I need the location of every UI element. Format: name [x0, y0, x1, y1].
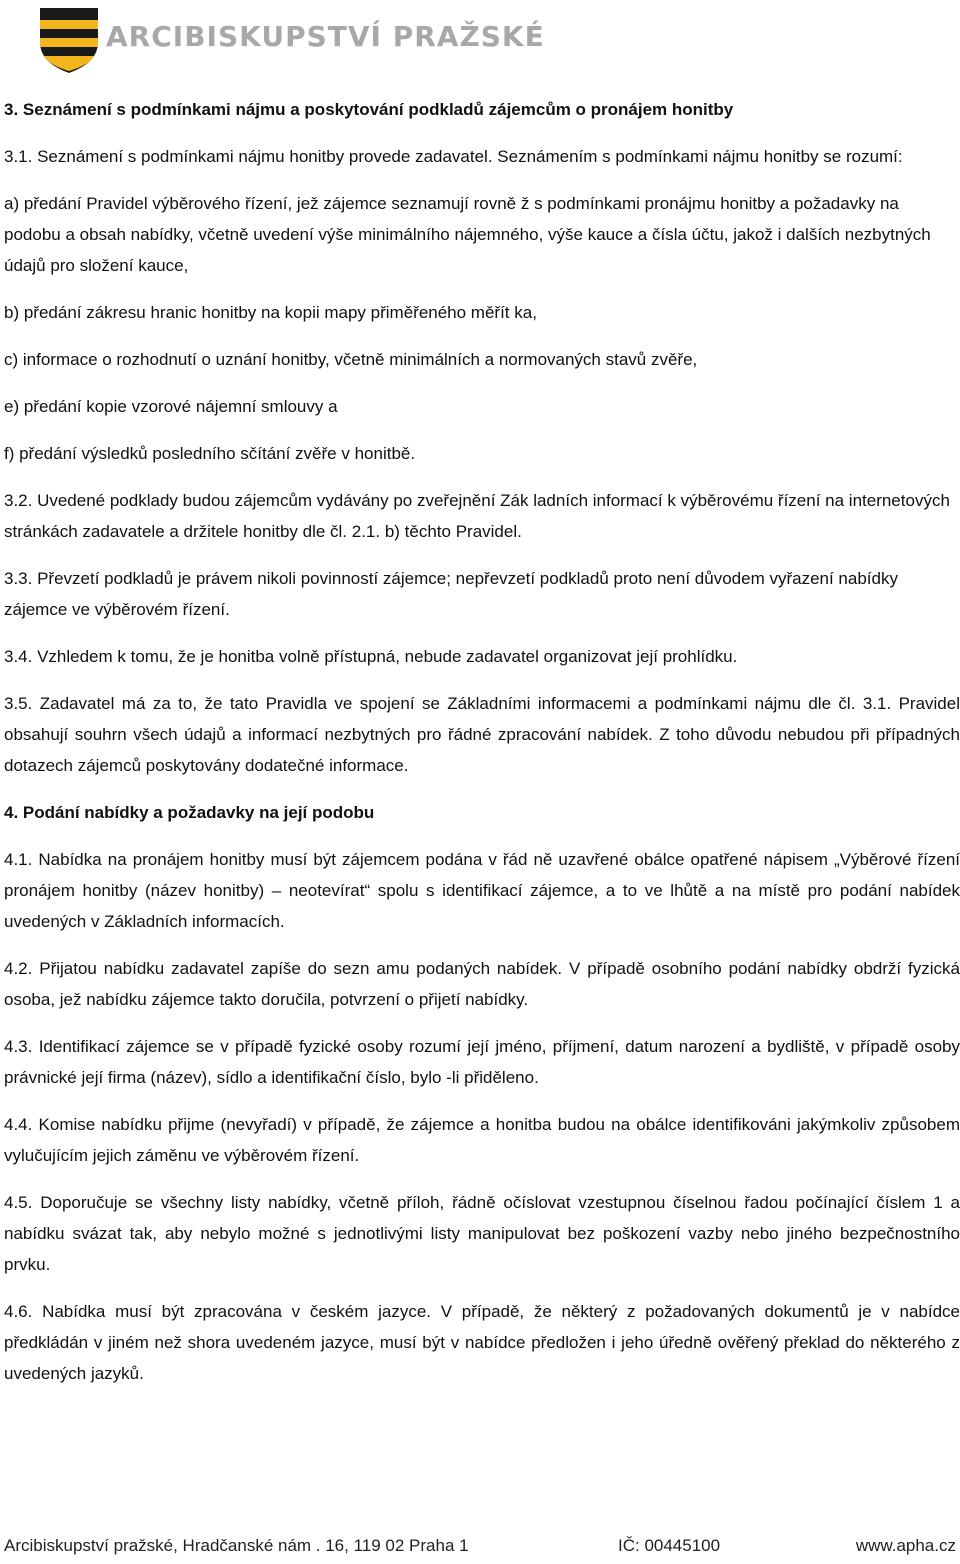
list-item-b: b) předání zákresu hranic honitby na kopii mapy přiměřeného měřít ka, — [4, 303, 537, 322]
paragraph-3-2: 3.2. Uvedené podklady budou zájemcům vydávány po zveřejnění Zák ladních informací k výběrovému řízení na internetových stránkách zadavatele a držitele honitby dle čl. 2.1. b) těchto Pravidel. — [4, 491, 950, 541]
paragraph-3-4: 3.4. Vzhledem k tomu, že je honitba volně přístupná, nebude zadavatel organizovat její prohlídku. — [4, 647, 738, 666]
organization-name: ARCIBISKUPSTVÍ PRAŽSKÉ — [106, 20, 545, 53]
page-footer — [4, 1536, 960, 1564]
paragraph-4-6: 4.6. Nabídka musí být zpracována v českém jazyce. V případě, že některý z požadovaných dokumentů je v nabídce předkládán v jiném než shora uvedeném jazyce, musí být v nabídce předložen i jeho úředně ověřený překlad do některého z uvedených jazyků. — [4, 1302, 960, 1383]
paragraph-3-1: 3.1. Seznámení s podmínkami nájmu honitby provede zadavatel. Seznámením s podmínkami nájmu honitby se rozumí: — [4, 147, 903, 166]
list-item-c: c) informace o rozhodnutí o uznání honitby, včetně minimálních a normovaných stavů zvěře, — [4, 350, 698, 369]
document-body — [4, 94, 960, 1405]
paragraph-3-3: 3.3. Převzetí podkladů je právem nikoli povinností zájemce; nepřevzetí podkladů proto není důvodem vyřazení nabídky zájemce ve výběrovém řízení. — [4, 569, 898, 619]
paragraph-3-5: 3.5. Zadavatel má za to, že tato Pravidla ve spojení se Základními informacemi a podmínkami nájmu dle čl. 3.1. Pravidel obsahují souhrn všech údajů a informací nezbytných pro řádné zpracování nabídek. Z toho důvodu nebudou při případných dotazech zájemců poskytovány dodatečné informace. — [4, 694, 960, 775]
paragraph-4-1: 4.1. Nabídka na pronájem honitby musí být zájemcem podána v řád ně uzavřené obálce opatřené nápisem „Výběrové řízení pronájem honitby (název honitby) – neotevírat“ spolu s identifikací zájemce, a to ve lhůtě a na místě pro podání nabídek uvedených v Základních informacích. — [4, 850, 960, 931]
footer-ico: IČ: 00445100 — [618, 1536, 721, 1555]
list-item-f: f) předání výsledků posledního sčítání zvěře v honitbě. — [4, 444, 416, 463]
archdiocese-crest-icon — [38, 6, 100, 74]
section-4-heading: 4. Podání nabídky a požadavky na její podobu — [4, 803, 375, 822]
list-item-a: a) předání Pravidel výběrového řízení, jež zájemce seznamují rovně ž s podmínkami pronájmu honitby a požadavky na podobu a obsah nabídky, včetně uvedení výše minimálního nájemného, výše kauce a čísla účtu, jakož i dalších nezbytných údajů pro složení kauce, — [4, 194, 931, 275]
paragraph-4-3: 4.3. Identifikací zájemce se v případě fyzické osoby rozumí její jméno, příjmení, datum narození a bydliště, v případě osoby právnické její firma (název), sídlo a identifikační číslo, bylo -li přiděleno. — [4, 1037, 960, 1087]
section-3-heading: 3. Seznámení s podmínkami nájmu a poskytování podkladů zájemcům o pronájem honitby — [4, 100, 734, 119]
footer-website-link[interactable]: www.apha.cz — [855, 1536, 956, 1555]
list-item-e: e) předání kopie vzorové nájemní smlouvy a — [4, 397, 338, 416]
paragraph-4-5: 4.5. Doporučuje se všechny listy nabídky, včetně příloh, řádně očíslovat vzestupnou číselnou řadou počínající číslem 1 a nabídku svázat tak, aby nebylo možné s jednotlivými listy manipulovat bez poškození vazby nebo jiného bezpečnostního prvku. — [4, 1193, 960, 1274]
paragraph-4-2: 4.2. Přijatou nabídku zadavatel zapíše do sezn amu podaných nabídek. V případě osobního podání nabídky obdrží fyzická osoba, jež nabídku zájemce takto doručila, potvrzení o přijetí nabídky. — [4, 959, 960, 1009]
page-header — [0, 0, 960, 80]
paragraph-4-4: 4.4. Komise nabídku přijme (nevyřadí) v případě, že zájemce a honitba budou na obálce identifikováni jakýmkoliv způsobem vylučujícím jejich záměnu ve výběrovém řízení. — [4, 1115, 960, 1165]
footer-address: Arcibiskupství pražské, Hradčanské nám . 16, 119 02 Praha 1 — [4, 1536, 469, 1555]
